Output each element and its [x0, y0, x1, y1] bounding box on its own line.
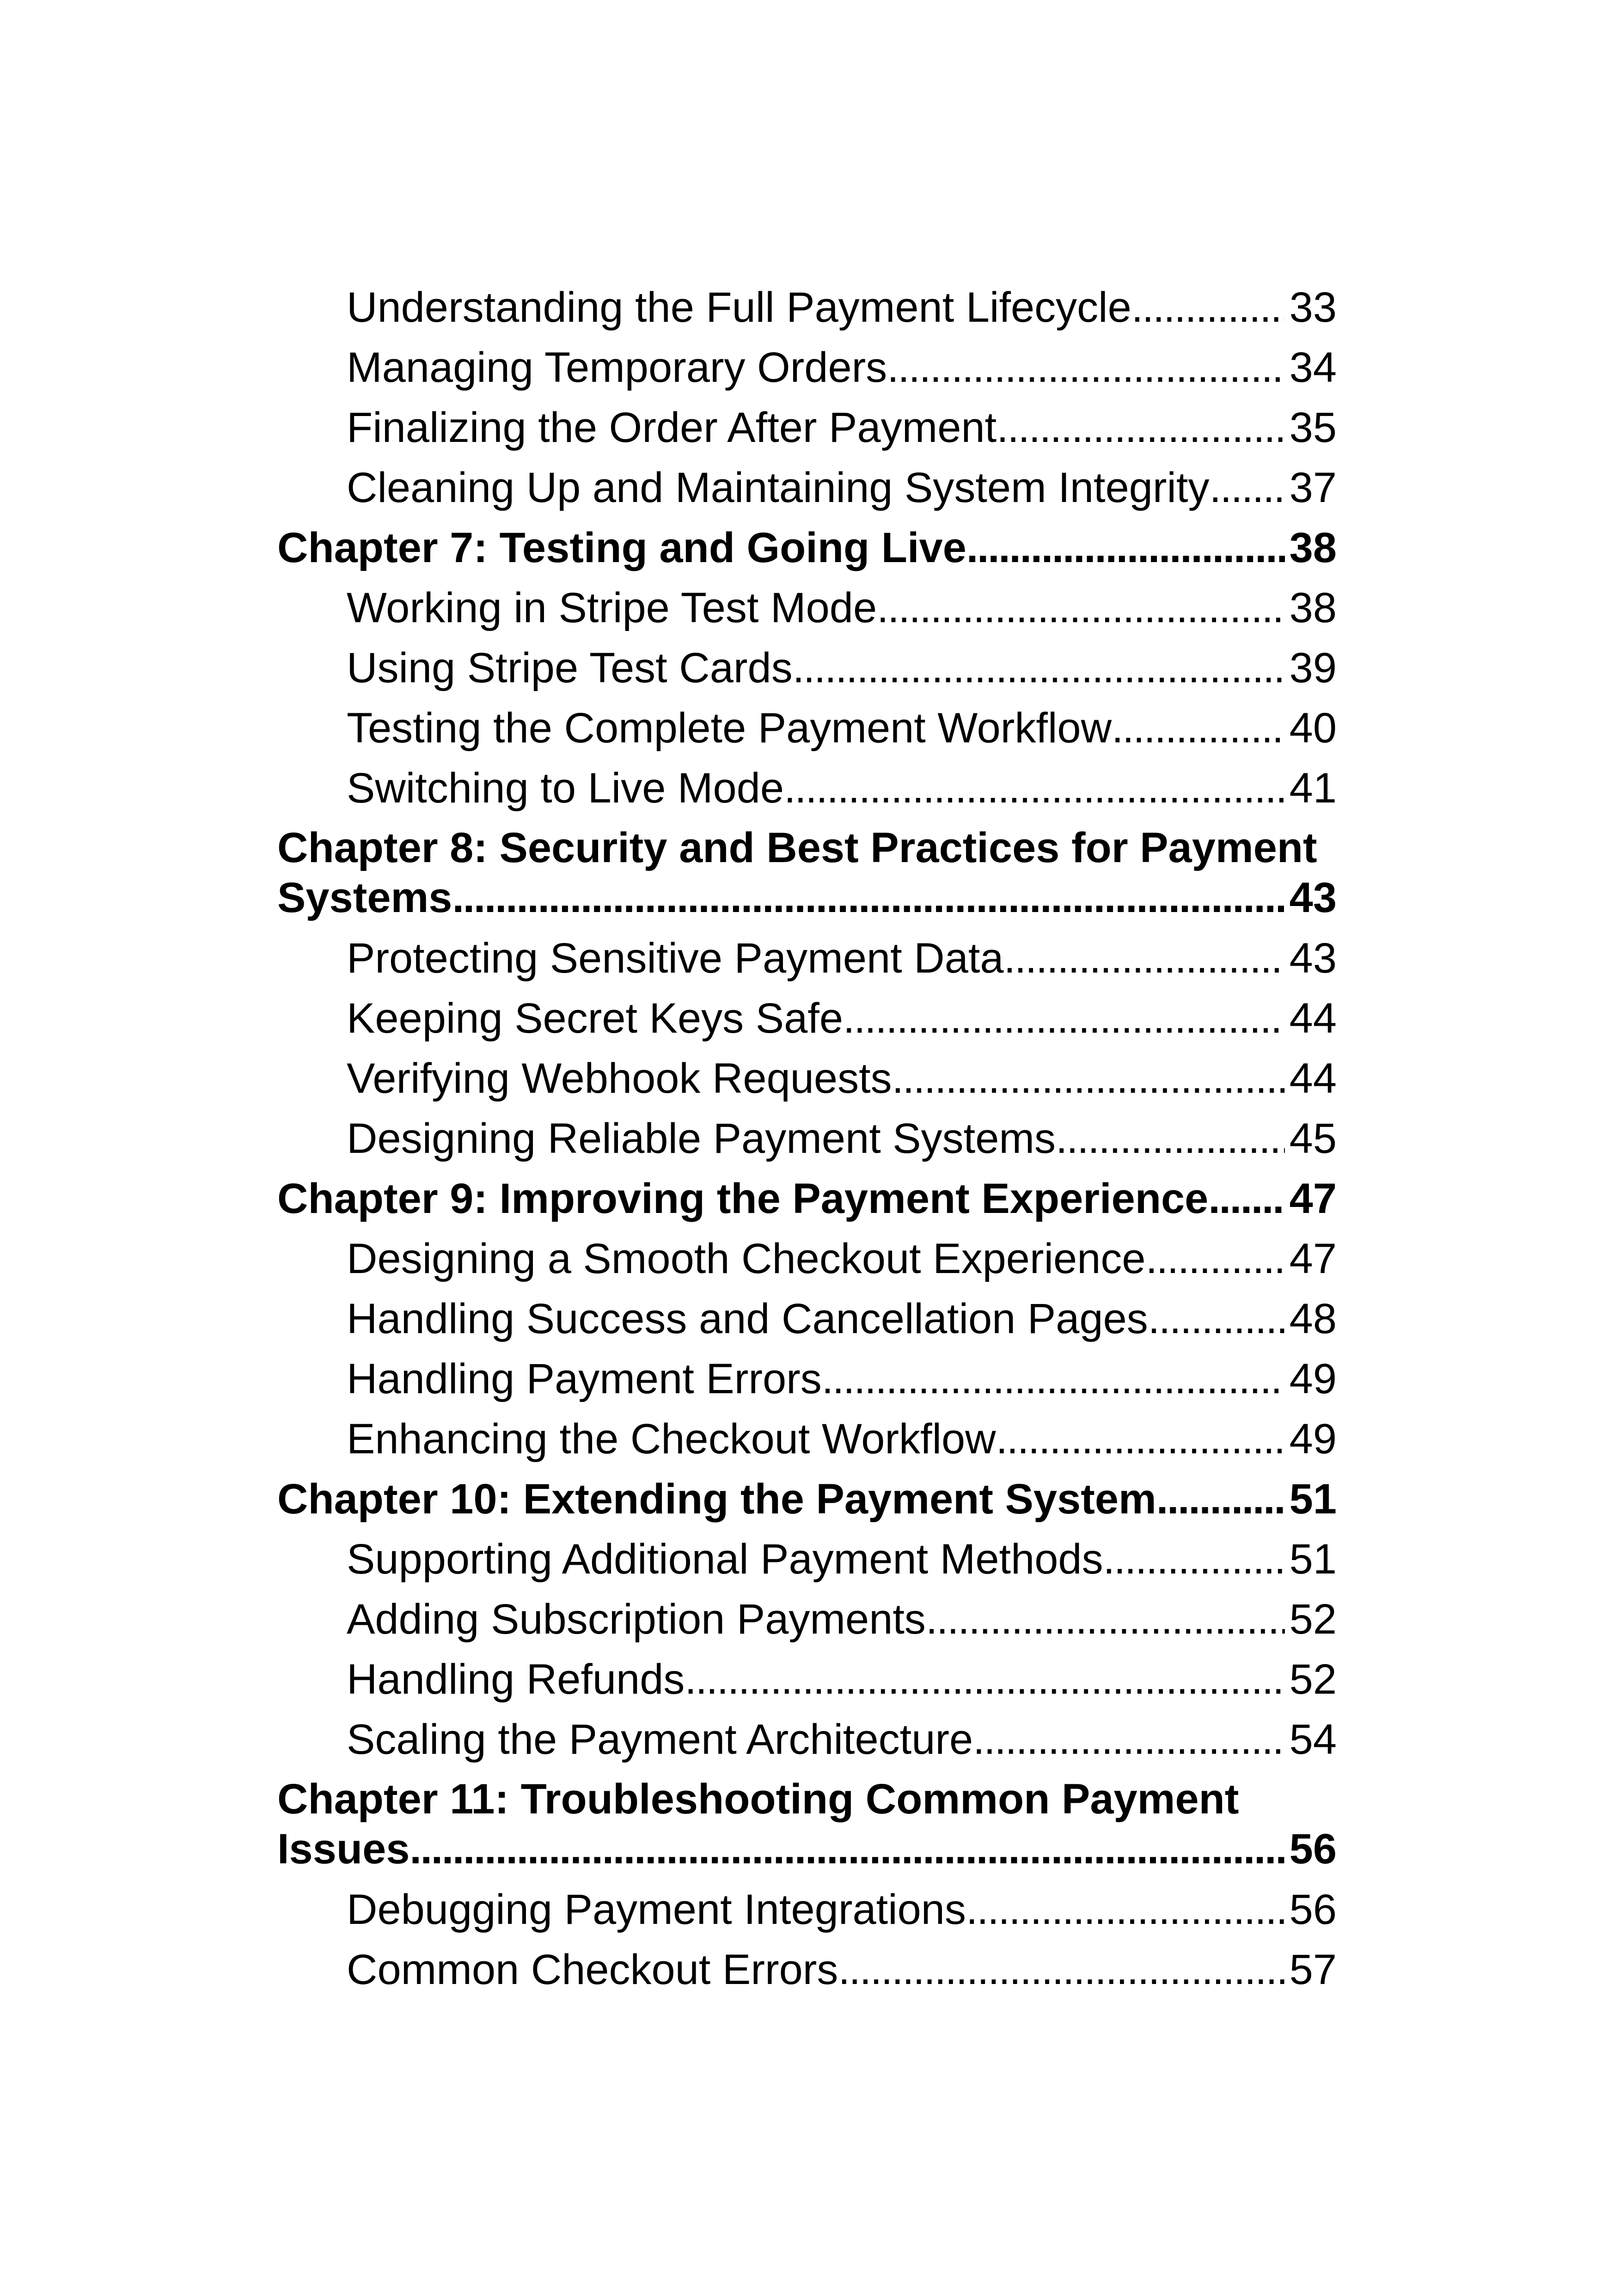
toc-chapter-entry[interactable] [277, 1169, 1337, 1229]
dot-leader [966, 1880, 1285, 1940]
toc-entry-page: 37 [1289, 464, 1337, 511]
dot-leader [1210, 458, 1285, 518]
toc-entry-title: Using Stripe Test Cards [347, 644, 793, 692]
dot-leader [1112, 698, 1285, 758]
toc-entry-page: 40 [1289, 704, 1337, 752]
toc-chapter-page: 38 [1289, 524, 1337, 571]
dot-leader [452, 873, 1284, 923]
toc-chapter-page: 51 [1289, 1476, 1337, 1523]
dot-leader [1004, 928, 1285, 988]
toc-entry-page: 43 [1289, 935, 1337, 982]
toc-entry-page: 41 [1289, 765, 1337, 812]
toc-chapter-entry[interactable] [277, 823, 1337, 923]
toc-entry-page: 44 [1289, 995, 1337, 1042]
toc-chapter-title-line2-row [277, 873, 1337, 923]
toc-entry-title: Testing the Complete Payment Workflow [347, 704, 1112, 752]
dot-leader [685, 1649, 1284, 1709]
dot-leader [843, 988, 1285, 1048]
toc-entry-title: Handling Payment Errors [347, 1355, 822, 1402]
dot-leader [973, 1709, 1284, 1769]
toc-entry-title: Verifying Webhook Requests [347, 1055, 892, 1102]
toc-entry-page: 44 [1289, 1055, 1337, 1102]
toc-section-entry[interactable] [277, 1048, 1337, 1108]
dot-leader [784, 758, 1285, 818]
toc-entry-page: 35 [1289, 404, 1337, 451]
toc-section-entry[interactable] [277, 337, 1337, 398]
toc-section-entry[interactable] [277, 398, 1337, 458]
toc-entry-title: Scaling the Payment Architecture [347, 1716, 973, 1763]
toc-entry-title: Finalizing the Order After Payment [347, 404, 997, 451]
toc-entry-title: Adding Subscription Payments [347, 1596, 926, 1643]
toc-entry-title: Keeping Secret Keys Safe [347, 995, 843, 1042]
toc-section-entry[interactable] [277, 1108, 1337, 1169]
toc-chapter-title-line1: Chapter 11: Troubleshooting Common Payment [277, 1776, 1239, 1823]
dot-leader [997, 398, 1284, 458]
dot-leader [996, 1409, 1285, 1469]
dot-leader [1103, 1529, 1285, 1589]
toc-chapter-title-line2: Issues [277, 1825, 410, 1873]
toc-chapter-page: 43 [1289, 874, 1337, 921]
toc-entry-page: 45 [1289, 1115, 1337, 1162]
toc-section-entry[interactable] [277, 458, 1337, 518]
toc-section-entry[interactable] [277, 1349, 1337, 1409]
dot-leader [877, 578, 1285, 638]
toc-section-entry[interactable] [277, 1709, 1337, 1769]
dot-leader [887, 337, 1284, 398]
toc-section-entry[interactable] [277, 1289, 1337, 1349]
toc-section-entry[interactable] [277, 1529, 1337, 1589]
toc-entry-page: 51 [1289, 1536, 1337, 1583]
toc-entry-page: 49 [1289, 1355, 1337, 1402]
toc-entry-page: 33 [1289, 284, 1337, 331]
toc-entry-title: Handling Success and Cancellation Pages [347, 1295, 1148, 1342]
toc-entry-title: Supporting Additional Payment Methods [347, 1536, 1103, 1583]
toc-entry-page: 52 [1289, 1656, 1337, 1703]
toc-section-entry[interactable] [277, 277, 1337, 337]
toc-chapter-title: Chapter 9: Improving the Payment Experience [277, 1175, 1209, 1222]
toc-chapter-title-line2: Systems [277, 874, 452, 921]
dot-leader [838, 1940, 1284, 2000]
toc-entry-page: 52 [1289, 1596, 1337, 1643]
dot-leader [1056, 1108, 1285, 1169]
toc-chapter-page: 47 [1289, 1175, 1337, 1222]
toc-section-entry[interactable] [277, 988, 1337, 1048]
toc-section-entry[interactable] [277, 1409, 1337, 1469]
dot-leader [1156, 1469, 1285, 1529]
toc-chapter-entry[interactable] [277, 1469, 1337, 1529]
dot-leader [1146, 1229, 1285, 1289]
dot-leader [966, 518, 1285, 578]
toc-entry-page: 54 [1289, 1716, 1337, 1763]
dot-leader [1131, 277, 1285, 337]
toc-chapter-title-line1: Chapter 8: Security and Best Practices for Payment [277, 824, 1317, 871]
dot-leader [822, 1349, 1285, 1409]
toc-chapter-title: Chapter 7: Testing and Going Live [277, 524, 966, 571]
toc-entry-title: Switching to Live Mode [347, 765, 784, 812]
toc-entry-title: Handling Refunds [347, 1656, 685, 1703]
toc-chapter-entry[interactable] [277, 518, 1337, 578]
toc-entry-title: Designing a Smooth Checkout Experience [347, 1235, 1146, 1282]
toc-section-entry[interactable] [277, 638, 1337, 698]
toc-entry-page: 38 [1289, 584, 1337, 631]
dot-leader [793, 638, 1285, 698]
toc-section-entry[interactable] [277, 1589, 1337, 1649]
toc-entry-title: Designing Reliable Payment Systems [347, 1115, 1056, 1162]
toc-entry-title: Protecting Sensitive Payment Data [347, 935, 1004, 982]
toc-chapter-title: Chapter 10: Extending the Payment System [277, 1476, 1156, 1523]
dot-leader [926, 1589, 1285, 1649]
toc-section-entry[interactable] [277, 1940, 1337, 2000]
toc-section-entry[interactable] [277, 698, 1337, 758]
toc-chapter-entry[interactable] [277, 1774, 1337, 1874]
toc-entry-page: 49 [1289, 1415, 1337, 1463]
toc-entry-title: Understanding the Full Payment Lifecycle [347, 284, 1131, 331]
toc-entry-title: Managing Temporary Orders [347, 344, 887, 391]
toc-entry-title: Enhancing the Checkout Workflow [347, 1415, 996, 1463]
toc-entry-page: 48 [1289, 1295, 1337, 1342]
toc-entry-page: 39 [1289, 644, 1337, 692]
toc-section-entry[interactable] [277, 758, 1337, 818]
table-of-contents [277, 277, 1337, 2000]
toc-entry-page: 57 [1289, 1946, 1337, 1993]
toc-section-entry[interactable] [277, 928, 1337, 988]
dot-leader [1208, 1169, 1284, 1229]
toc-entry-title: Common Checkout Errors [347, 1946, 838, 1993]
toc-section-entry[interactable] [277, 578, 1337, 638]
toc-section-entry[interactable] [277, 1880, 1337, 1940]
toc-section-entry[interactable] [277, 1229, 1337, 1289]
toc-entry-page: 34 [1289, 344, 1337, 391]
toc-entry-page: 56 [1289, 1886, 1337, 1933]
toc-entry-page: 47 [1289, 1235, 1337, 1282]
dot-leader [892, 1048, 1285, 1108]
toc-section-entry[interactable] [277, 1649, 1337, 1709]
toc-chapter-page: 56 [1289, 1825, 1337, 1873]
toc-entry-title: Working in Stripe Test Mode [347, 584, 877, 631]
dot-leader [410, 1824, 1284, 1874]
dot-leader [1148, 1289, 1285, 1349]
toc-entry-title: Debugging Payment Integrations [347, 1886, 966, 1933]
toc-chapter-title-line2-row [277, 1824, 1337, 1874]
toc-entry-title: Cleaning Up and Maintaining System Integrity [347, 464, 1210, 511]
